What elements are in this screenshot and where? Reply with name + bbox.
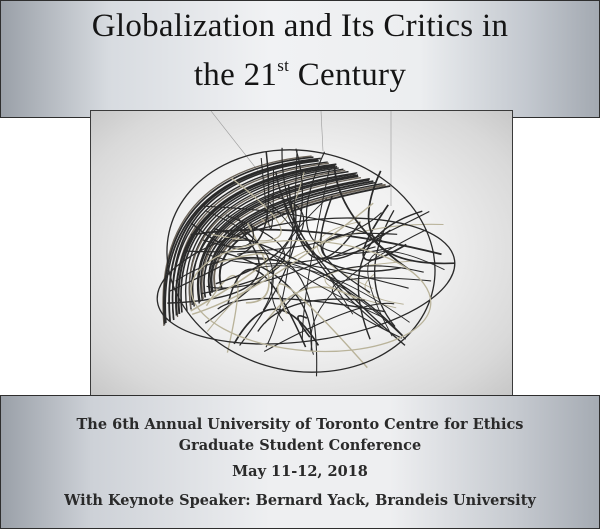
conference-info-banner [0, 395, 600, 529]
title-banner [0, 0, 600, 118]
conference-name: Graduate Student Conference [178, 437, 422, 454]
conference-dates: May 11-12, 2018 [232, 463, 368, 480]
title-superscript: st [277, 56, 290, 75]
wire-sculpture-graphic [91, 111, 512, 403]
hanging-thread [321, 111, 323, 151]
title-line-2 [1, 57, 599, 94]
hanging-thread [211, 111, 266, 181]
title-line-2-text: the 21 [193, 57, 278, 93]
sculpture-photo [90, 110, 513, 404]
title-line-1: Globalization and Its Critics in [91, 8, 509, 44]
keynote-speaker: With Keynote Speaker: Bernard Yack, Brandeis University [64, 492, 536, 509]
title-line-2-end: Century [289, 57, 407, 93]
conference-organizer: The 6th Annual University of Toronto Centre for Ethics [76, 416, 524, 433]
wire-strand [234, 309, 318, 345]
